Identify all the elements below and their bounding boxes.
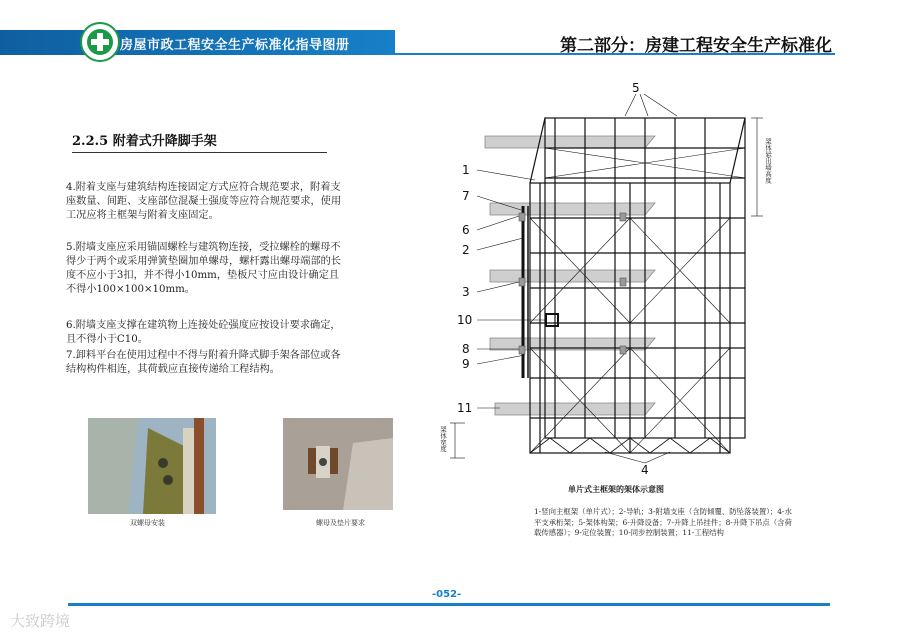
- photo-caption-1: 双螺母安装: [130, 519, 165, 527]
- dim-label-height: 架体悬出墙高度: [764, 138, 772, 184]
- safety-cross-logo-icon: [80, 22, 120, 62]
- paragraph-5: 5.附墙支座应采用锚固螺栓与建筑物连接，受拉螺栓的螺母不得少于两个或采用弹簧垫圈加单螺母，螺杆露出螺母端部的长度不应小于3扣，并不得小10mm，垫板尺寸应由设计确定且不得小100×100×10mm。: [66, 242, 342, 295]
- callout-6: 6: [462, 223, 470, 237]
- page-number: -052-: [432, 589, 462, 600]
- footer-rule: [68, 603, 830, 606]
- photo-caption-2: 螺母及垫片要求: [316, 519, 365, 527]
- double-nut-photo: [88, 418, 216, 514]
- diagram-legend: 1-竖向主框架（单片式）；2-导轨；3-附墙支座（含防倾覆、防坠落装置）；4-水平支承桁架；5-架体构架；6-升降设备；7-升降上吊挂件；8-升降下吊点（含荷载传感器）；9-定位装置；10-同步控制装置；11-工程结构: [534, 507, 792, 537]
- callout-4: 4: [641, 463, 649, 477]
- section-title: 2.2.5 附着式升降脚手架: [72, 134, 217, 149]
- nut-washer-photo: [283, 418, 393, 510]
- paragraph-6: 6.附墙支座支撑在建筑物上连接处砼强度应按设计要求确定，且不得小于C10。: [66, 320, 341, 345]
- header-band: [0, 30, 395, 55]
- callout-10: 10: [457, 313, 473, 327]
- callout-8: 8: [462, 342, 470, 356]
- callout-5: 5: [632, 81, 640, 95]
- section-divider: [72, 152, 327, 153]
- callout-3: 3: [462, 285, 470, 299]
- scaffold-diagram: [439, 78, 805, 478]
- callout-1: 1: [462, 163, 470, 177]
- paragraph-4: 4.附着支座与建筑结构连接固定方式应符合规范要求，附着支座数量、间距、支座部位混凝土强度等应符合规范要求，使用工况应将主框架与附着支座固定。: [66, 182, 342, 221]
- diagram-caption: 单片式主框架的架体示意图: [568, 484, 664, 494]
- callout-7: 7: [462, 189, 470, 203]
- header-left-title: 房屋市政工程安全生产标准化指导图册: [120, 38, 350, 53]
- watermark-text: 大致跨境: [10, 612, 71, 630]
- part-title: 第二部分：房建工程安全生产标准化: [560, 36, 832, 56]
- callout-11: 11: [457, 401, 473, 415]
- callout-2: 2: [462, 243, 470, 257]
- callout-9: 9: [462, 357, 470, 371]
- paragraph-7: 7.卸料平台在使用过程中不得与附着升降式脚手架各部位或各结构构件相连，其荷载应直接传递给工程结构。: [66, 350, 341, 375]
- dim-label-width: 架体宽度: [439, 426, 447, 452]
